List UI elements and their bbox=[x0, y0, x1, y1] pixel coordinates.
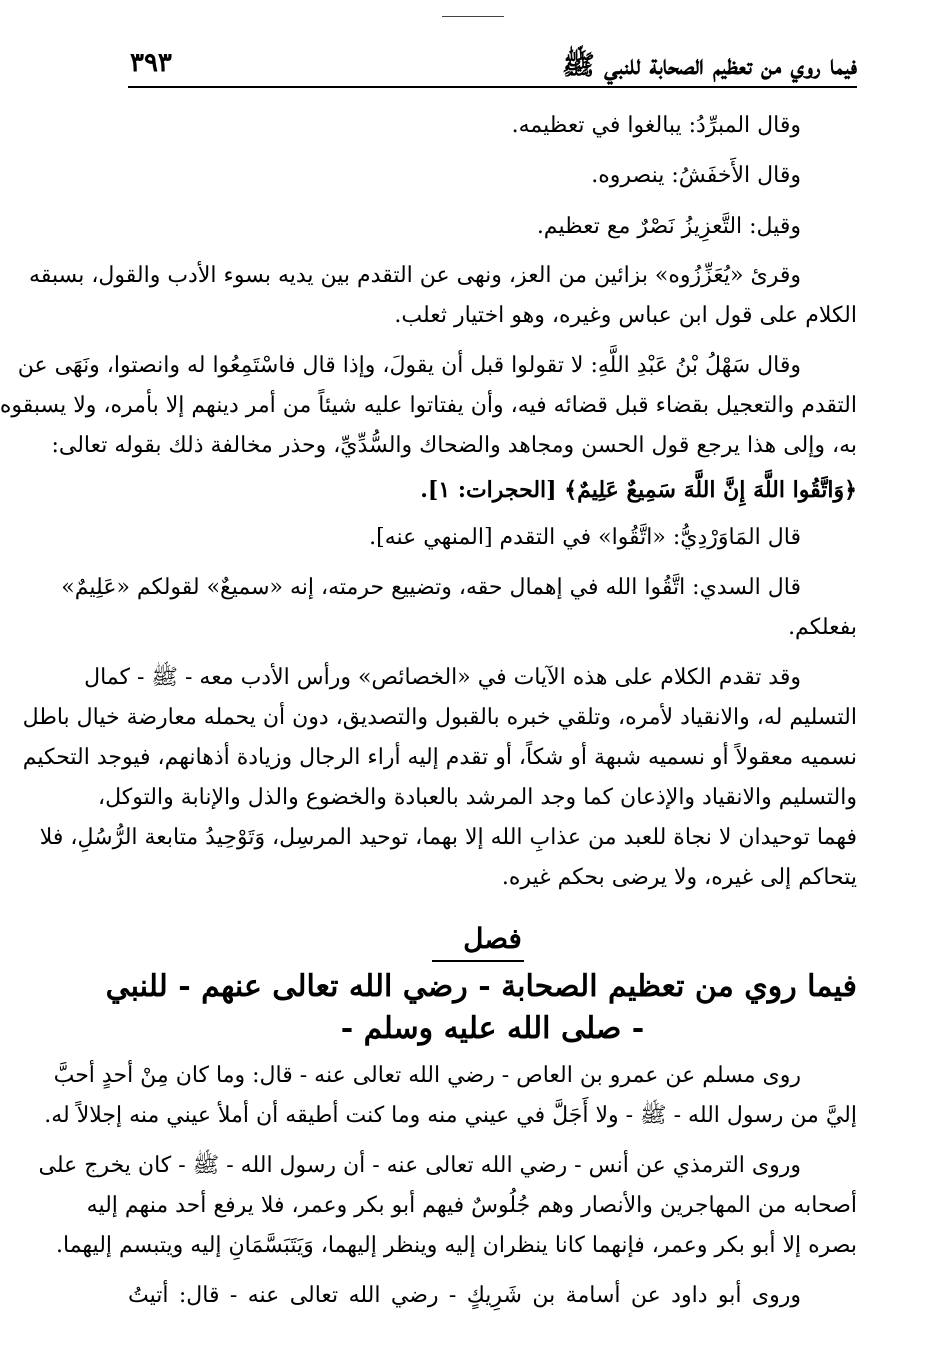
text-line: وقيل: التَّعزِيزُ نَصْرٌ مع تعظيم. bbox=[536, 214, 801, 239]
text-line: نسميه معقولاً أو نسميه شبهة أو شكاً، أو تقدم إليه أراء الرجال وزيادة أذهانهم، فيوجد التحكيم bbox=[22, 745, 857, 770]
text-line: وقال سَهْلُ بْنُ عَبْدِ اللَّهِ: لا تقولوا قبل أن يقولَ، وإذا قال فاسْتَمِعُوا له وانصتوا، ونَهَى عن bbox=[17, 353, 801, 378]
text-line: قال المَاوَرْدِيُّ: «اتَّقُوا» في التقدم [المنهي عنه]. bbox=[369, 525, 801, 550]
text-line: فهما توحيدان لا نجاة للعبد من عذابِ الله إلا بهما، توحيد المرسِل، وَتَوْحِيدُ متابعة الرُّسُلِ، فلا bbox=[39, 825, 857, 850]
text-line: قال السدي: اتَّقُوا الله في إهمال حقه، وتضييع حرمته، إنه «سميعٌ» لقولكم «عَلِيمٌ» bbox=[61, 575, 801, 600]
page-header bbox=[128, 44, 857, 88]
quran-verse-line: ﴿وَاتَّقُوا اللَّهَ إِنَّ اللَّهَ سَمِيعٌ عَلِيمٌ﴾ [الحجرات: ١]. bbox=[420, 477, 857, 503]
text-line: روى مسلم عن عمرو بن العاص - رضي الله تعالى عنه - قال: وما كان مِنْ أحدٍ أحبَّ bbox=[53, 1063, 801, 1088]
text-line: وقرئ «يُعَزِّزُوه» بزائين من العز، ونهى عن التقدم بين يديه بسوء الأدب والقول، بسبقه bbox=[29, 263, 801, 288]
text-line: وقد تقدم الكلام على هذه الآيات في «الخصائص» ورأس الأدب معه - ﷺ - كمال bbox=[84, 665, 801, 690]
text-line: به، وإلى هذا يرجع قول الحسن ومجاهد والضحاك والسُّدِّيِّ، وحذر مخالفة ذلك بقوله تعالى: bbox=[51, 433, 857, 458]
section-title: فيما روي من تعظيم الصحابة - رضي الله تعالى عنهم - للنبي bbox=[105, 969, 857, 1004]
top-rule bbox=[442, 16, 504, 17]
text-line: بفعلكم. bbox=[788, 615, 857, 640]
page-number: ٣٩٣ bbox=[130, 48, 172, 78]
text-line: التقدم والتعجيل بقضاء قبل قضائه فيه، وأن يفتاتوا عليه شيئاً من أمر دينهم إلا بأمره، ولا يسبقوه bbox=[0, 393, 857, 418]
section-underline bbox=[432, 960, 524, 962]
text-line: وروى الترمذي عن أنس - رضي الله تعالى عنه - أن رسول الله - ﷺ - كان يخرج على bbox=[38, 1153, 801, 1178]
text-line: إليَّ من رسول الله - ﷺ - ولا أَجَلَّ في عيني منه وما كنت أطيقه أن أملأ عيني منه إجلالاً له. bbox=[44, 1103, 857, 1128]
text-line: الكلام على قول ابن عباس وغيره، وهو اختيار ثعلب. bbox=[394, 303, 857, 328]
running-title: فيما روي من تعظيم الصحابة للنبي ﷺ bbox=[562, 50, 857, 81]
text-line: أصحابه من المهاجرين والأنصار وهم جُلُوسٌ فيهم أبو بكر وعمر، فلا يرفع أحد منهم إليه bbox=[86, 1193, 857, 1218]
section-title-cont: - صلى الله عليه وسلم - bbox=[340, 1011, 645, 1046]
text-line: وقال المبرِّدُ: يبالغوا في تعظيمه. bbox=[511, 113, 801, 138]
text-line: يتحاكم إلى غيره، ولا يرضى بحكم غيره. bbox=[501, 865, 857, 890]
section-heading: فصل bbox=[463, 922, 522, 955]
text-line: التسليم له، والانقياد لأمره، وتلقي خبره بالقبول والتصديق، دون أن يحمله معارضة خيال باطل bbox=[22, 705, 857, 730]
text-line: وروى أبو داود عن أسامة بن شَرِيكٍ - رضي الله تعالى عنه - قال: أتيتُ bbox=[128, 1283, 801, 1308]
text-line: بصره إلا أبو بكر وعمر، فإنهما كانا ينظران إليه وينظر إليهما، وَيَتَبَسَّمَانِ إليه ويتبسم إليهما. bbox=[56, 1233, 857, 1258]
text-line: والتسليم والانقياد والإذعان كما وجد المرشد بالعبادة والخضوع والذل والإنابة والتوكل، bbox=[98, 785, 857, 810]
text-line: وقال الأَخفَشُ: ينصروه. bbox=[591, 163, 801, 188]
